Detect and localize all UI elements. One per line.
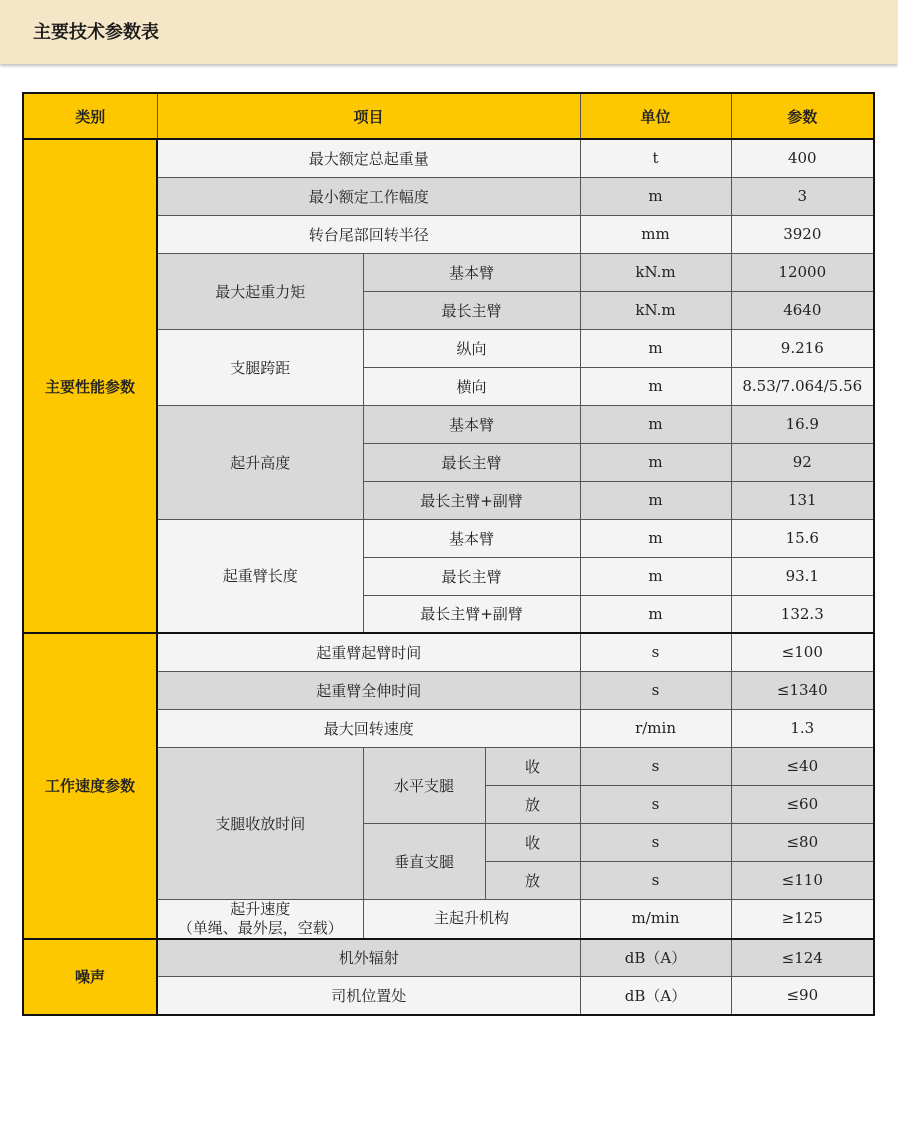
page-header bbox=[0, 0, 898, 64]
value-cell: ≤60 bbox=[731, 785, 874, 823]
unit-cell: m bbox=[580, 405, 731, 443]
table-header-row bbox=[23, 93, 874, 139]
unit-cell: m bbox=[580, 595, 731, 633]
header-value: 参数 bbox=[731, 93, 874, 139]
value-cell: ≤80 bbox=[731, 823, 874, 861]
unit-cell: s bbox=[580, 823, 731, 861]
value-cell: 1.3 bbox=[731, 709, 874, 747]
group-label bbox=[157, 899, 363, 939]
unit-cell: dB（A） bbox=[580, 939, 731, 977]
sub-item-label: 最长主臂 bbox=[363, 557, 580, 595]
value-cell: 16.9 bbox=[731, 405, 874, 443]
unit-cell: s bbox=[580, 633, 731, 671]
header-unit: 单位 bbox=[580, 93, 731, 139]
hoist-speed-label: 起升速度 bbox=[230, 899, 291, 918]
unit-cell: kN.m bbox=[580, 253, 731, 291]
unit-cell: m bbox=[580, 177, 731, 215]
item-label: 最小额定工作幅度 bbox=[157, 177, 580, 215]
table-row bbox=[23, 939, 874, 977]
value-cell: ≤110 bbox=[731, 861, 874, 899]
group-label: 起升高度 bbox=[157, 405, 363, 519]
group-label: 起重臂长度 bbox=[157, 519, 363, 633]
hoist-speed-condition: （单绳、最外层，空载） bbox=[177, 918, 343, 937]
value-cell: 3920 bbox=[731, 215, 874, 253]
category-performance: 主要性能参数 bbox=[23, 139, 157, 633]
value-cell: 9.216 bbox=[731, 329, 874, 367]
table-row bbox=[23, 633, 874, 671]
action-label: 放 bbox=[485, 861, 580, 899]
sub-item-label: 最长主臂+副臂 bbox=[363, 595, 580, 633]
value-cell: ≤100 bbox=[731, 633, 874, 671]
item-label: 转台尾部回转半径 bbox=[157, 215, 580, 253]
unit-cell: m bbox=[580, 557, 731, 595]
value-cell: 4640 bbox=[731, 291, 874, 329]
item-label: 机外辐射 bbox=[157, 939, 580, 977]
value-cell: 93.1 bbox=[731, 557, 874, 595]
value-cell: ≤124 bbox=[731, 939, 874, 977]
unit-cell: s bbox=[580, 747, 731, 785]
unit-cell: mm bbox=[580, 215, 731, 253]
value-cell: 12000 bbox=[731, 253, 874, 291]
sub-item-label: 基本臂 bbox=[363, 405, 580, 443]
item-label: 最大回转速度 bbox=[157, 709, 580, 747]
page-title: 主要技术参数表 bbox=[33, 22, 159, 43]
sub-group-label: 垂直支腿 bbox=[363, 823, 485, 899]
value-cell: 8.53/7.064/5.56 bbox=[731, 367, 874, 405]
sub-item-label: 最长主臂+副臂 bbox=[363, 481, 580, 519]
unit-cell: r/min bbox=[580, 709, 731, 747]
sub-item-label: 纵向 bbox=[363, 329, 580, 367]
sub-item-label: 横向 bbox=[363, 367, 580, 405]
action-label: 收 bbox=[485, 747, 580, 785]
value-cell: 3 bbox=[731, 177, 874, 215]
unit-cell: dB（A） bbox=[580, 977, 731, 1015]
group-label: 支腿跨距 bbox=[157, 329, 363, 405]
unit-cell: s bbox=[580, 671, 731, 709]
item-label: 司机位置处 bbox=[157, 977, 580, 1015]
unit-cell: m bbox=[580, 481, 731, 519]
sub-item-label: 主起升机构 bbox=[363, 899, 580, 939]
item-label: 最大额定总起重量 bbox=[157, 139, 580, 177]
value-cell: 15.6 bbox=[731, 519, 874, 557]
unit-cell: m bbox=[580, 519, 731, 557]
unit-cell: m bbox=[580, 329, 731, 367]
table-row bbox=[23, 139, 874, 177]
category-noise: 噪声 bbox=[23, 939, 157, 1015]
sub-item-label: 最长主臂 bbox=[363, 443, 580, 481]
header-item: 项目 bbox=[157, 93, 580, 139]
item-label: 起重臂起臂时间 bbox=[157, 633, 580, 671]
sub-item-label: 最长主臂 bbox=[363, 291, 580, 329]
action-label: 收 bbox=[485, 823, 580, 861]
group-label: 支腿收放时间 bbox=[157, 747, 363, 899]
unit-cell: m bbox=[580, 367, 731, 405]
sub-group-label: 水平支腿 bbox=[363, 747, 485, 823]
action-label: 放 bbox=[485, 785, 580, 823]
unit-cell: kN.m bbox=[580, 291, 731, 329]
sub-item-label: 基本臂 bbox=[363, 253, 580, 291]
value-cell: ≤90 bbox=[731, 977, 874, 1015]
value-cell: 92 bbox=[731, 443, 874, 481]
sub-item-label: 基本臂 bbox=[363, 519, 580, 557]
value-cell: ≥125 bbox=[731, 899, 874, 939]
spec-table bbox=[22, 92, 875, 1016]
unit-cell: m bbox=[580, 443, 731, 481]
value-cell: 131 bbox=[731, 481, 874, 519]
value-cell: ≤1340 bbox=[731, 671, 874, 709]
unit-cell: m/min bbox=[580, 899, 731, 939]
unit-cell: t bbox=[580, 139, 731, 177]
group-label: 最大起重力矩 bbox=[157, 253, 363, 329]
item-label: 起重臂全伸时间 bbox=[157, 671, 580, 709]
category-speed: 工作速度参数 bbox=[23, 633, 157, 939]
unit-cell: s bbox=[580, 785, 731, 823]
value-cell: 400 bbox=[731, 139, 874, 177]
value-cell: 132.3 bbox=[731, 595, 874, 633]
unit-cell: s bbox=[580, 861, 731, 899]
header-category: 类别 bbox=[23, 93, 157, 139]
value-cell: ≤40 bbox=[731, 747, 874, 785]
